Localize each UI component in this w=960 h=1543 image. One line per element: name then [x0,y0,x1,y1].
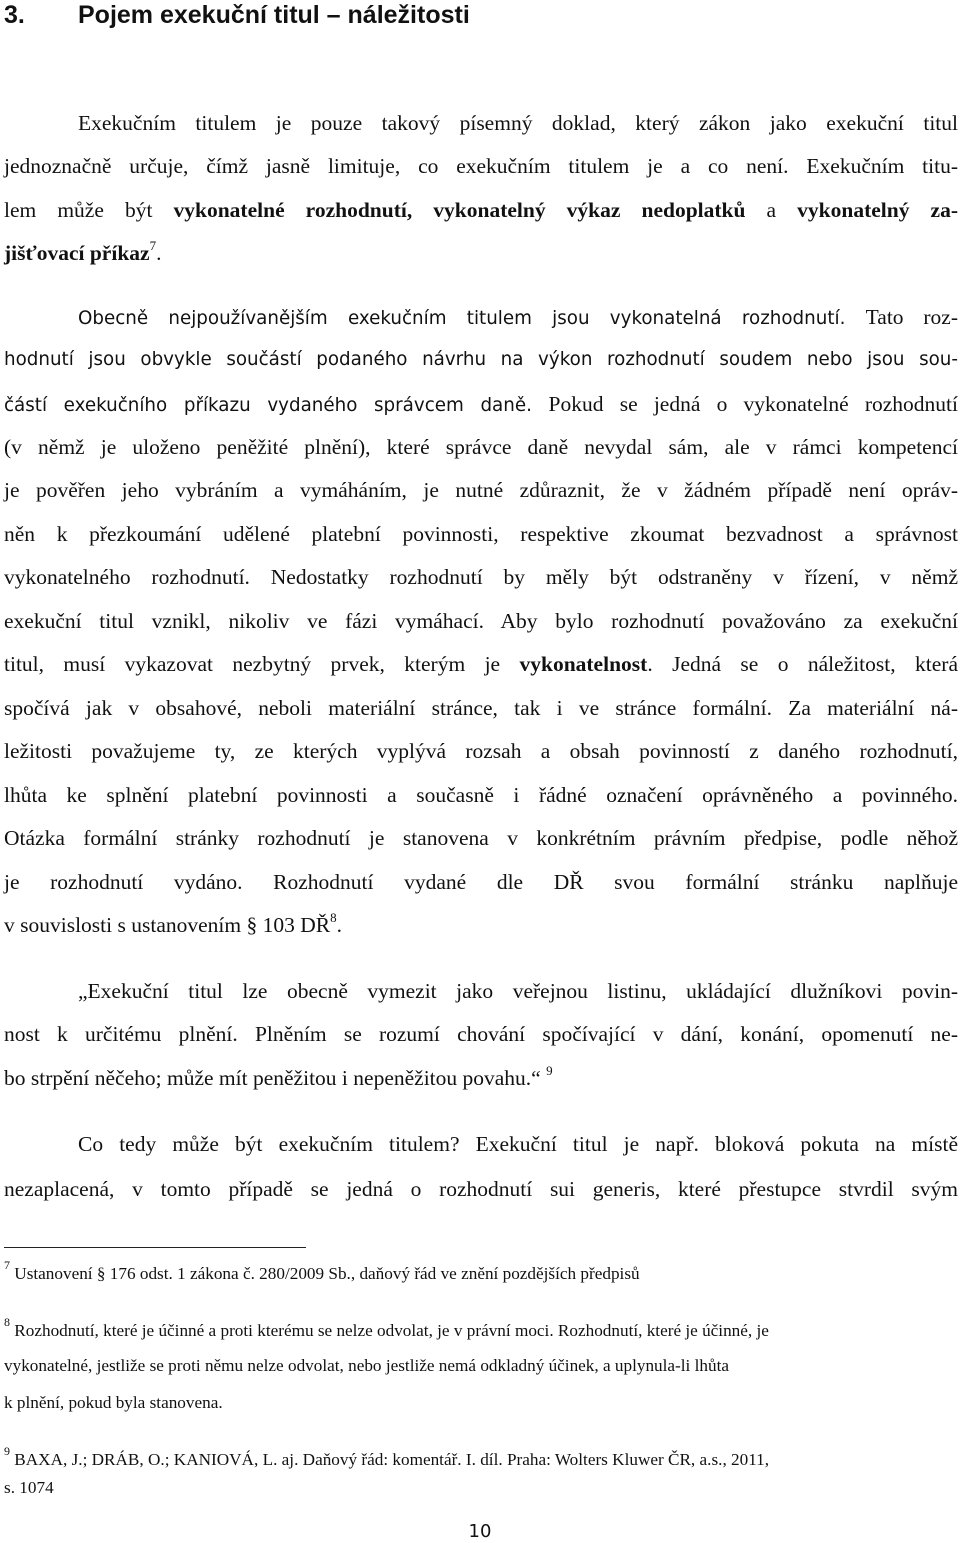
paragraph-line: Co tedy může být exekučním titulem? Exekuční titul je např. bloková pokuta na místě [78,1132,958,1156]
paragraph-line: Otázka formální stránky rozhodnutí je stanovena v konkrétním právním předpise, podle něhož [4,826,958,850]
paragraph-line: částí exekučního příkazu vydaného správcem daně. Pokud se jedná o vykonatelné rozhodnutí [4,392,958,416]
paragraph-line: v souvislosti s ustanovením § 103 $DŘ^8$. [4,909,342,937]
footnote-number: 9 [4,1444,10,1459]
paragraph-line: hodnutí jsou obvykle součástí podaného návrhu na výkon rozhodnutí soudem nebo jsou sou- [4,349,958,370]
footnote-line: vykonatelné, jestliže se proti němu nelze odvolat, nebo jestliže nemá odkladný účinek, a uplynula-li lhůta [4,1356,729,1375]
paragraph-line: spočívá jak v obsahové, neboli materiální stránce, tak i ve stránce formální. Za materiální ná- [4,696,958,720]
quote-line: nost k určitému plnění. Plněním se rozumí chování spočívající v dání, konání, opomenutí ne- [4,1022,958,1046]
paragraph-line: jednoznačně určuje, čímž jasně limituje, co exekučním titulem je a co není. Exekučním titu- [4,154,958,178]
paragraph-line: nezaplacená, v tomto případě se jedná o rozhodnutí sui generis, které přestupce stvrdil svým [4,1177,958,1201]
footnote-reference: 8 [330,909,337,925]
paragraph-line: je pověřen jeho vybráním a vymáháním, je nutné zdůraznit, že v žádném případě není opráv- [4,478,958,502]
footnote: $^7$ Ustanovení § 176 odst. 1 zákona č. 280/2009 Sb., daňový řád ve znění pozdějších předpisů [4,1258,640,1283]
section-number: 3. [4,1,25,29]
paragraph-line: titul, musí vykazovat nezbytný prvek, kterým je vykonatelnost. Jedná se o náležitost, která [4,652,958,676]
section-heading [4,0,470,30]
paragraph-line: Exekučním titulem je pouze takový písemný doklad, který zákon jako exekuční titul [78,111,958,135]
paragraph-line: něn k přezkoumání udělené platební povinnosti, respektive zkoumat bezvadnost a správnost [4,522,958,546]
paragraph-line: Obecně nejpoužívanějším exekučním titulem jsou vykonatelná rozhodnutí. Tato roz- [78,305,958,329]
paragraph-line: lhůta ke splnění platební povinnosti a současně i řádné označení oprávněného a povinného. [4,783,958,807]
paragraph-line: ležitosti považujeme ty, ze kterých vyplývá rozsah a obsah povinností z daného rozhodnutí, [4,739,958,763]
paragraph-line: lem může být vykonatelné rozhodnutí, vykonatelný výkaz nedoplatků a vykonatelný za- [4,198,958,222]
footnote: $^9$ BAXA, J.; DRÁB, O.; KANIOVÁ, L. aj. Daňový řád: komentář. I. díl. Praha: Wolters Kluwer ČR, a.s., 2011, [4,1444,770,1469]
paragraph-line: exekuční titul vznikl, nikoliv ve fázi vymáhací. Aby bylo rozhodnutí považováno za exekuční [4,609,958,633]
quote-line: bo strpění něčeho; může mít peněžitou i nepeněžitou povahu.“ $^9$ [4,1062,553,1090]
footnote-number: 8 [4,1315,10,1330]
page-number: 10 [468,1521,492,1542]
section-title: Pojem exekuční titul – náležitosti [78,1,470,29]
footnote-separator [4,1247,306,1248]
footnote-number: 7 [4,1258,10,1273]
quote-line: „Exekuční titul lze obecně vymezit jako veřejnou listinu, ukládající dlužníkovi povin- [78,979,958,1003]
paragraph-line: (v němž je uloženo peněžité plnění), které správce daně nevydal sám, ale v rámci kompetencí [4,435,958,459]
footnote-line: s. 1074 [4,1478,54,1497]
paragraph-line: jišťovací příkaz$^7$. [4,237,162,265]
footnote-reference: 7 [149,237,157,253]
footnote-reference: 9 [546,1062,553,1078]
paragraph-line: vykonatelného rozhodnutí. Nedostatky rozhodnutí by měly být odstraněny v řízení, v němž [4,565,958,589]
paragraph-line: je rozhodnutí vydáno. Rozhodnutí vydané dle DŘ svou formální stránku naplňuje [4,870,958,894]
footnote: $^8$ Rozhodnutí, které je účinné a proti kterému se nelze odvolat, je v právní moci. Rozhodnutí, které je účinné, je [4,1315,769,1340]
footnote-line: k plnění, pokud byla stanovena. [4,1393,223,1412]
